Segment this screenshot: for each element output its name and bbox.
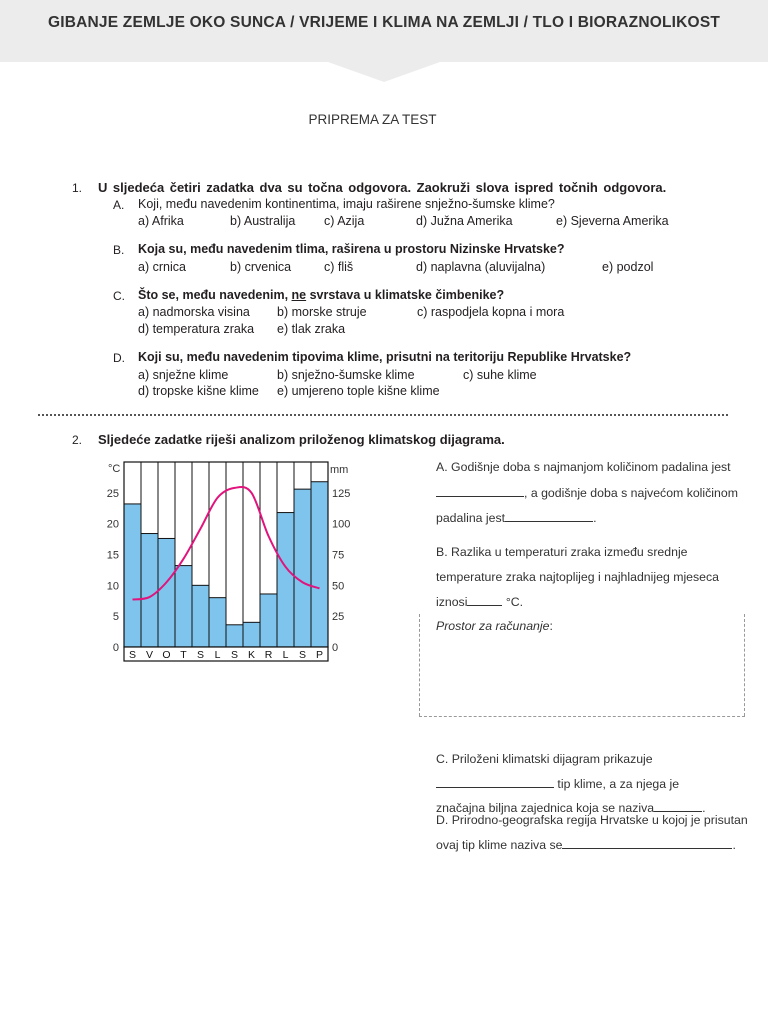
climate-diagram-svg <box>100 458 370 673</box>
month-label: K <box>247 649 256 661</box>
q1-a-letter: A. <box>113 198 125 212</box>
precipitation-bar <box>124 504 141 647</box>
q2-d-text-line1: D. Prirodno-geografska regija Hrvatske u kojoj je prisutan <box>436 813 748 827</box>
q2-b-text-line1: B. Razlika u temperaturi zraka između srednje <box>436 545 688 559</box>
q1-d-option-e[interactable]: e) umjereno tople kišne klime <box>277 384 440 398</box>
q1-c-option-a[interactable]: a) nadmorska visina <box>138 305 250 319</box>
month-label: V <box>145 649 154 661</box>
q2-c-text-line1: C. Priloženi klimatski dijagram prikazuje <box>436 752 653 766</box>
month-label: P <box>315 649 324 661</box>
calc-area-bottom-edge <box>419 716 745 717</box>
q2-a-line2: , a godišnje doba s najvećom količinom <box>436 485 738 500</box>
q1-c-option-d[interactable]: d) temperatura zraka <box>138 322 255 336</box>
calc-area-right-edge <box>744 614 745 716</box>
q2-c-answer-blank-1[interactable] <box>436 776 554 788</box>
q2-a-text-line1: A. Godišnje doba s najmanjom količinom padalina jest <box>436 460 731 474</box>
temperature-tick-label: 15 <box>106 549 119 562</box>
month-label: S <box>128 649 137 661</box>
q2-c-answer-blank-2[interactable] <box>654 800 702 812</box>
q1-d-option-c[interactable]: c) suhe klime <box>463 368 537 382</box>
q2-b-text-line2: temperature zraka najtoplijeg i najhladnijeg mjeseca <box>436 570 719 584</box>
precipitation-tick-label: 25 <box>332 611 345 624</box>
q1-c-letter: C. <box>113 289 125 303</box>
q2-b-answer-blank[interactable] <box>467 594 502 606</box>
month-label-band <box>124 647 328 661</box>
calc-area[interactable] <box>419 614 744 716</box>
header-band-shape <box>0 0 768 82</box>
q2-a-line3: padalina jest . <box>436 511 597 525</box>
header-band <box>0 0 768 82</box>
precipitation-tick-label: 50 <box>332 580 345 593</box>
q1-a-stem: Koji, među navedenim kontinentima, imaju raširene snježno-šumske klime? <box>138 197 555 211</box>
q2-a-answer-blank-2[interactable] <box>505 510 593 522</box>
precipitation-tick-label: 125 <box>332 487 351 500</box>
precipitation-bar <box>311 482 328 647</box>
q1-d-letter: D. <box>113 351 125 365</box>
precipitation-bar <box>175 566 192 647</box>
temperature-tick-label: 10 <box>106 580 119 593</box>
climate-diagram <box>100 458 370 678</box>
document-title: PRIPREMA ZA TEST <box>308 112 437 127</box>
q1-b-option-b[interactable]: b) crvenica <box>230 260 292 274</box>
month-label: L <box>214 649 221 661</box>
month-label: T <box>180 649 187 661</box>
q1-b-option-c[interactable]: c) fliš <box>324 260 354 274</box>
q1-instruction: U sljedeća četiri zadatka dva su točna odgovora. Zaokruži slova ispred točnih odgovora. <box>98 180 667 195</box>
month-label: R <box>264 649 273 661</box>
q1-c-stem-emphasis: ne <box>291 288 307 302</box>
precipitation-bar <box>277 513 294 647</box>
q2-number: 2. <box>72 433 83 447</box>
q1-b-option-a[interactable]: a) crnica <box>138 260 186 274</box>
precipitation-bar <box>226 625 243 647</box>
calc-area-left-edge <box>419 614 420 716</box>
precipitation-bar <box>209 598 226 647</box>
temperature-tick-label: 25 <box>106 487 119 500</box>
precipitation-bar <box>260 594 277 647</box>
q2-c-line2: tip klime, a za njega je <box>436 776 679 791</box>
q1-b-stem: Koja su, među navedenim tlima, raširena u prostoru Nizinske Hrvatske? <box>138 242 565 256</box>
month-label: L <box>282 649 289 661</box>
q2-calc-label: Prostor za računanje: <box>436 619 553 633</box>
month-label: S <box>298 649 307 661</box>
q1-d-option-d[interactable]: d) tropske kišne klime <box>138 384 259 398</box>
q1-a-option-c[interactable]: c) Azija <box>324 214 365 228</box>
precipitation-tick-label: 100 <box>332 518 351 531</box>
temperature-tick-label: 20 <box>106 518 119 531</box>
month-label: S <box>196 649 205 661</box>
precipitation-axis-label: mm <box>330 464 349 476</box>
q2-d-line2: ovaj tip klime naziva se . <box>436 838 736 852</box>
precipitation-bar <box>141 534 158 647</box>
q2-instruction: Sljedeće zadatke riješi analizom priloženog klimatskog dijagrama. <box>98 432 505 447</box>
q2-c-line3: značajna biljna zajednica koja se naziva . <box>436 801 706 815</box>
q1-b-letter: B. <box>113 243 125 257</box>
dotted-divider <box>38 414 728 416</box>
q2-d-answer-blank[interactable] <box>562 837 732 849</box>
temperature-axis-label: °C <box>108 463 121 475</box>
q1-c-option-e[interactable]: e) tlak zraka <box>277 322 346 336</box>
q1-c-option-c[interactable]: c) raspodjela kopna i mora <box>417 305 565 319</box>
q1-a-option-d[interactable]: d) Južna Amerika <box>416 214 513 228</box>
q1-b-option-d[interactable]: d) naplavna (aluvijalna) <box>416 260 546 274</box>
header-title: GIBANJE ZEMLJE OKO SUNCA / VRIJEME I KLIMA NA ZEMLJI / TLO I BIORAZNOLIKOST <box>47 14 721 31</box>
q1-a-option-a[interactable]: a) Afrika <box>138 214 184 228</box>
precipitation-bar <box>294 489 311 647</box>
q1-c-stem: Što se, među navedenim, ne svrstava u klimatske čimbenike? <box>138 288 505 302</box>
month-label: O <box>162 649 171 661</box>
precipitation-tick-label: 75 <box>332 549 345 562</box>
q2-a-answer-blank-1[interactable] <box>436 485 524 497</box>
q1-a-option-e[interactable]: e) Sjeverna Amerika <box>556 214 669 228</box>
precipitation-bar <box>243 622 260 647</box>
temperature-tick-label: 5 <box>112 611 119 624</box>
precipitation-tick-label: 0 <box>332 642 339 654</box>
q1-d-stem: Koji su, među navedenim tipovima klime, prisutni na teritoriju Republike Hrvatske? <box>138 350 632 364</box>
month-label: S <box>230 649 239 661</box>
q1-c-option-b[interactable]: b) morske struje <box>277 305 367 319</box>
temperature-tick-label: 0 <box>112 642 119 654</box>
q1-d-option-b[interactable]: b) snježno-šumske klime <box>277 368 415 382</box>
q1-number: 1. <box>72 181 83 195</box>
q1-b-option-e[interactable]: e) podzol <box>602 260 654 274</box>
precipitation-bar <box>158 538 175 647</box>
precipitation-bar <box>192 585 209 647</box>
q1-d-option-a[interactable]: a) snježne klime <box>138 368 229 382</box>
q1-a-option-b[interactable]: b) Australija <box>230 214 296 228</box>
q2-b-line3: iznosi °C. <box>436 595 524 609</box>
